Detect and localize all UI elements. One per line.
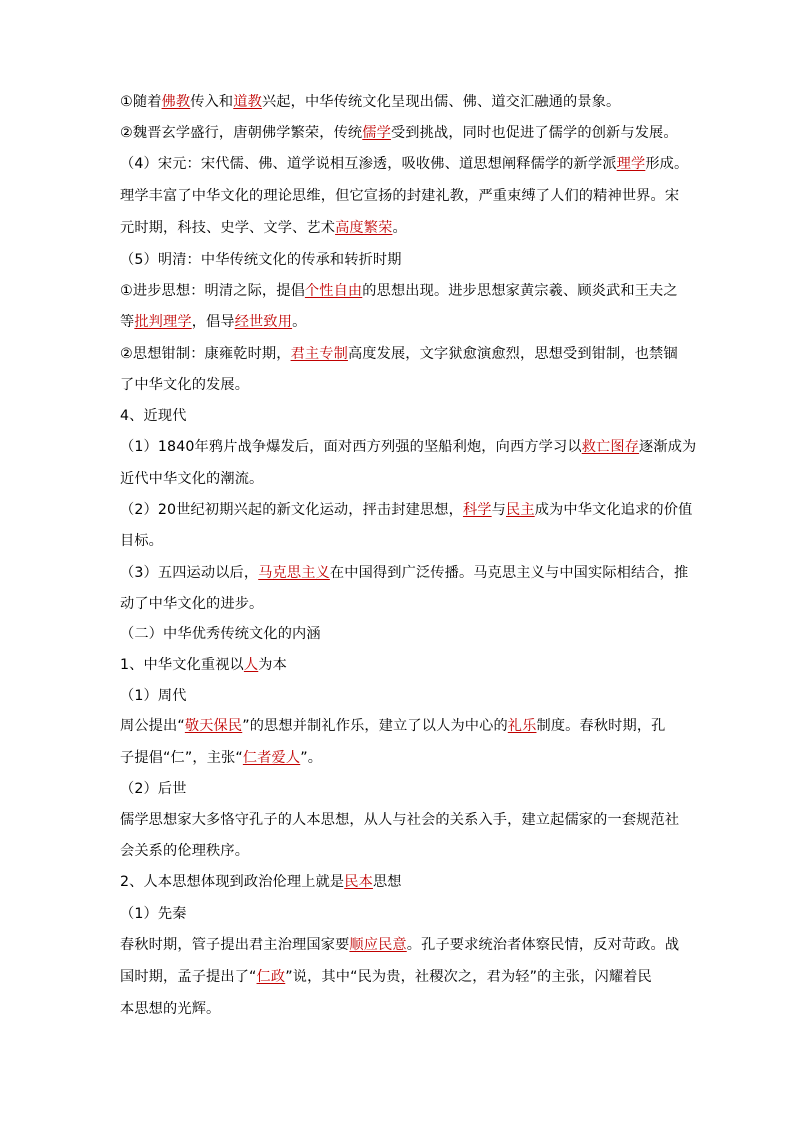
text-segment: 国时期，孟子提出了“ [120,969,257,985]
text-segment: （1）周代 [120,688,187,704]
text-segment: 制度。春秋时期，孔 [536,718,666,734]
highlighted-term: 马克思主义 [258,565,330,581]
highlighted-term: 敬天保民 [184,718,243,734]
text-segment: 。 [292,314,307,330]
text-line [120,655,287,675]
text-segment: ”。 [300,750,323,766]
text-line [120,375,249,395]
text-segment: （5）明清：中华传统文化的传承和转折时期 [120,252,402,268]
text-segment: 春秋时期，管子提出君主治理国家要 [120,937,350,953]
text-line [120,594,263,614]
text-segment: 近代中华文化的潮流。 [120,471,264,487]
highlighted-term: 救亡图存 [581,439,640,455]
text-segment: 1、中华文化重视以 [120,657,244,673]
highlighted-term: 民主 [506,502,535,518]
text-segment: 受到挑战，同时也促进了儒学的创新与发展。 [390,125,678,141]
text-segment: 会关系的伦理秩序。 [120,843,250,859]
highlighted-term: 科学 [462,502,492,518]
text-segment: （4）宋元：宋代儒、佛、道学说相互渗透，吸收佛、道思想阐释儒学的新学派 [120,156,617,172]
text-line [120,935,679,955]
text-segment: 成为中华文化追求的价值 [534,502,693,518]
text-segment: 兴起，中华传统文化呈现出儒、佛、道交汇融通的景象。 [261,94,621,110]
text-segment: 逐渐成为 [639,439,697,455]
text-segment: 元时期，科技、史学、文学、艺术 [120,220,336,236]
text-segment: 形成。 [645,156,689,172]
text-line [120,841,249,861]
highlighted-term: 人 [243,657,259,673]
text-segment: ①随着 [120,94,162,110]
highlighted-term: 儒学 [362,125,391,141]
text-line [120,967,652,987]
text-segment: 2、人本思想体现到政治伦理上就是 [120,874,345,890]
text-segment: （3）五四运动以后， [120,565,259,581]
text-line [120,904,187,924]
text-segment: 。 [392,220,407,236]
text-segment: （2）后世 [120,781,187,797]
text-segment: ①进步思想：明清之际，提倡 [120,283,305,299]
text-segment: 儒学思想家大多恪守孔子的人本思想，从人与社会的关系入手，建立起儒家的一套规范社 [120,812,680,828]
text-segment: 子提倡“仁”，主张“ [120,750,243,766]
highlighted-term: 民本 [344,874,373,890]
text-line [120,312,306,332]
text-segment: ，倡导 [191,314,235,330]
text-segment: 。孔子要求统治者体察民情，反对苛政。战 [406,937,680,953]
text-line [120,186,679,206]
text-segment: ②魏晋玄学盛行，唐朝佛学繁荣，传统 [120,125,363,141]
text-line [120,748,322,768]
text-line [120,437,696,457]
text-segment: （二）中华优秀传统文化的内涵 [120,626,321,642]
highlighted-term: 君主专制 [290,346,348,362]
text-segment: （1）1840年鸦片战争爆发后，面对西方列强的坚船利炮，向西方学习以 [120,439,582,455]
text-segment: ②思想钳制：康雍乾时期， [120,346,291,362]
highlighted-term: 佛教 [161,94,191,110]
text-segment: 与 [491,502,506,518]
text-segment: 高度发展，文字狱愈演愈烈，思想受到钳制，也禁锢 [347,346,678,362]
text-segment: 本思想的光辉。 [120,1001,221,1017]
text-segment: （2）20世纪初期兴起的新文化运动，抨击封建思想， [120,502,463,518]
text-line [120,154,688,174]
highlighted-term: 批判理学 [134,314,192,330]
text-line [120,250,402,270]
highlighted-term: 经世致用 [234,314,293,330]
text-line [120,344,678,364]
text-line [120,469,263,489]
highlighted-term: 高度繁荣 [335,220,393,236]
text-segment: 在中国得到广泛传播。马克思主义与中国实际相结合，推 [329,565,689,581]
text-line [120,123,678,143]
highlighted-term: 理学 [616,156,646,172]
text-segment: （1）先秦 [120,906,187,922]
text-line [120,218,407,238]
text-segment: 传入和 [190,94,234,110]
highlighted-term: 礼乐 [507,718,537,734]
text-line [120,810,679,830]
text-line [120,531,163,551]
text-line [120,779,187,799]
text-line [120,686,187,706]
text-line [120,716,666,736]
text-line [120,872,402,892]
text-line [120,92,620,112]
text-line [120,624,321,644]
highlighted-term: 仁者爱人 [242,750,301,766]
text-segment: 了中华文化的发展。 [120,377,250,393]
text-line [120,500,692,520]
text-segment: 周公提出“ [120,718,185,734]
highlighted-term: 个性自由 [304,283,363,299]
text-line [120,281,678,301]
text-line [120,999,220,1019]
highlighted-term: 道教 [233,94,262,110]
highlighted-term: 仁政 [256,969,286,985]
text-segment: ”的思想并制礼作乐，建立了以人为中心的 [242,718,508,734]
text-segment: ”说，其中“民为贵，社稷次之，君为轻”的主张，闪耀着民 [285,969,652,985]
text-segment: 目标。 [120,533,164,549]
text-segment: 理学丰富了中华文化的理论思维，但它宣扬的封建礼教，严重束缚了人们的精神世界。宋 [120,188,680,204]
text-line [120,406,187,426]
highlighted-term: 顺应民意 [349,937,407,953]
text-segment: 思想 [372,874,402,890]
text-segment: 的思想出现。进步思想家黄宗羲、顾炎武和王夫之 [362,283,678,299]
text-segment: 等 [120,314,135,330]
text-segment: 为本 [258,657,287,673]
text-segment: 4、近现代 [120,408,187,424]
text-segment: 动了中华文化的进步。 [120,596,264,612]
text-line [120,563,688,583]
